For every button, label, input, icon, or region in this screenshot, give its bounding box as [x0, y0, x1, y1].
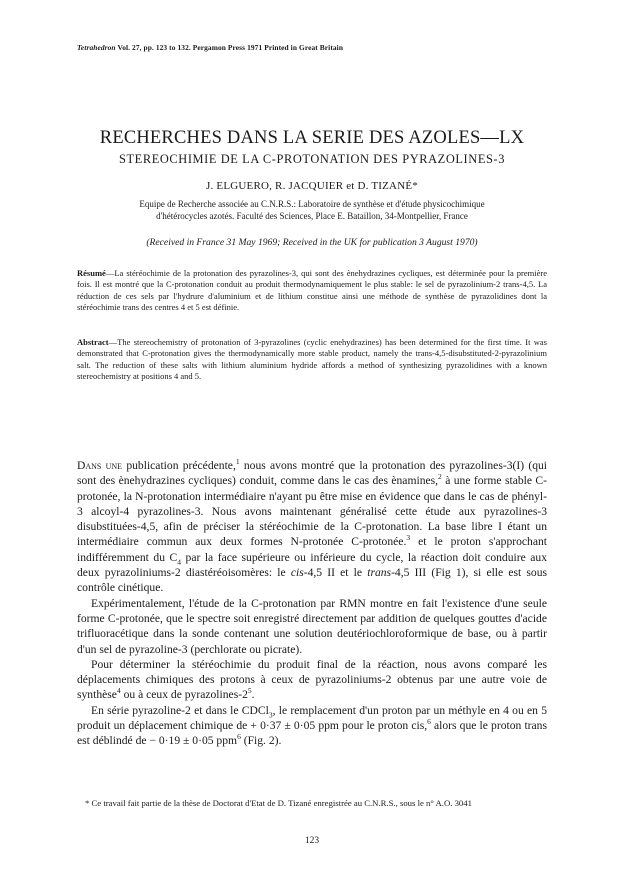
- affiliation: [100, 198, 524, 222]
- paragraph-2: Expérimentalement, l'étude de la C-protonation par RMN montre en fait l'existence d'une seule forme C-protonée, que le spectre soit enregistré directement par addition de quelques gouttes d'acide trifluoracétique dans la sonde contenant une solution deutériochloroformique de base, ou à partir d'un sel de pyrazoline-3 (perchlorate ou picrate).: [77, 596, 547, 656]
- running-header: [77, 43, 343, 52]
- affiliation-line-1: Equipe de Recherche associée au C.N.R.S.: Laboratoire de synthèse et d'étude physicochimique: [139, 199, 485, 209]
- text-run: et le proton s'approchant indifféremment du C: [77, 535, 548, 564]
- reference-mark: 6: [427, 717, 431, 727]
- article-subtitle: STEREOCHIMIE DE LA C-PROTONATION DES PYRAZOLINES-3: [119, 152, 505, 166]
- received-dates: (Received in France 31 May 1969; Received in the UK for publication 3 August 1970): [146, 237, 478, 248]
- subscript: 4: [177, 557, 182, 567]
- article-title: RECHERCHES DANS LA SERIE DES AZOLES—LX: [99, 128, 525, 148]
- subscript: 3: [268, 710, 273, 720]
- abstract-block: [77, 337, 547, 382]
- abstract-text: —The stereochemistry of protonation of 3-pyrazolines (cyclic enehydrazines) has been determined for the first time. It was demonstrated that C-protonation gives the thermodynamically more stable product, namely the trans-4,5-disubstituted-2-pyrazolinium salt. The reduction of these salts with lithium aluminium hydride affords a method of synthesizing pyrazolidines with a known stereochemistry at positions 4 and 5.: [77, 337, 547, 381]
- citation-line: Vol. 27, pp. 123 to 132. Pergamon Press 1971 Printed in Great Britain: [117, 43, 344, 52]
- text-run: , le remplacement d'un proton par un méthyle en 4 ou en 5 produit un déplacement chimique de + 0·37 ± 0·05 ppm pour le proton cis,: [77, 703, 547, 733]
- reference-mark: 3: [406, 533, 411, 543]
- resume-label: Résumé: [77, 268, 106, 278]
- text-run: .: [251, 688, 255, 702]
- text-run: nous avons montré que la protonation des pyrazolines-3(I) (qui sont des ènehydrazines cycliques) conduit, comme dans le cas des ènamines,: [77, 459, 548, 488]
- text-run: -4,5 II et le: [303, 566, 368, 580]
- resume-block: [77, 268, 547, 313]
- main-body: [77, 458, 547, 749]
- italic-run: cis: [290, 566, 304, 580]
- affiliation-line-2: d'hétérocycles azotés. Faculté des Sciences, Place E. Bataillon, 34-Montpellier, France: [156, 211, 468, 221]
- italic-run: trans: [367, 566, 392, 580]
- text-run: En série pyrazoline-2 et dans le CDCl: [91, 703, 269, 717]
- abstract-label: Abstract: [77, 337, 109, 347]
- page-number: 123: [304, 836, 320, 846]
- reference-mark: 5: [247, 686, 252, 696]
- reference-mark: 4: [116, 686, 121, 696]
- journal-name: Tetrahedron: [77, 43, 116, 52]
- text-run: (Fig. 2).: [240, 734, 282, 748]
- paragraph-1: [77, 458, 547, 596]
- reference-mark: 2: [438, 472, 442, 482]
- text-run: par la face supérieure ou inférieure du cycle, la réaction doit conduire aux deux pyrazoliniums-2 diastéréoisomères: le: [77, 550, 547, 580]
- text-run: Pour déterminer la stéréochimie du produit final de la réaction, nous avons comparé les déplacements chimiques des protons à ceux de pyrazoliniums-2 obtenus par une autre voie de synthèse: [77, 657, 547, 702]
- text-run: à une forme stable C-protonée, la N-protonation intermédiaire n'ayant pu être mise en évidence que dans le cas de phényl-3 alcoyl-4 pyrazolines-3. Nous avons maintenant généralisé cette étude aux pyrazolines-3 disubstituées-4,5, afin de préciser la stéréochimie de la C-protonation. La base libre I étant un intermédiaire commun aux deux formes N-protonée C-protonée.: [77, 474, 547, 549]
- author-list: J. ELGUERO, R. JACQUIER et D. TIZANÉ*: [206, 180, 418, 192]
- text-run: -4,5 III (Fig 1), si elle est sous contrôle cinétique.: [77, 566, 548, 595]
- footnote: * Ce travail fait partie de la thèse de Doctorat d'Etat de D. Tizané enregistrée au C.N.R.S., sous le n° A.O. 3041: [85, 798, 472, 808]
- resume-text: —La stéréochimie de la protonation des pyrazolines-3, qui sont des ènehydrazines cycliques, est déterminée pour la première fois. Il est montré que la C-protonation conduit au produit thermodynamiquement le plus stable: le sel de pyrazolinium-2 trans-4,5. La réduction de ces sels par l'hydrure d'aluminium et de lithium constitue ainsi une méthode de synthèse de pyrazolidines dont la stéréochimie trans des centres 4 et 5 est définie.: [77, 268, 547, 312]
- text-run: publication précédente,: [122, 459, 236, 472]
- reference-mark: 1: [235, 457, 240, 467]
- text-run: alors que le proton trans est déblindé de − 0·19 ± 0·05 ppm: [77, 719, 547, 748]
- paragraph-3: [77, 657, 547, 703]
- dropcap-words: Dans une: [77, 459, 123, 472]
- reference-mark: 6: [237, 732, 241, 742]
- paragraph-4: [77, 703, 547, 749]
- text-run: ou à ceux de pyrazolines-2: [120, 688, 248, 702]
